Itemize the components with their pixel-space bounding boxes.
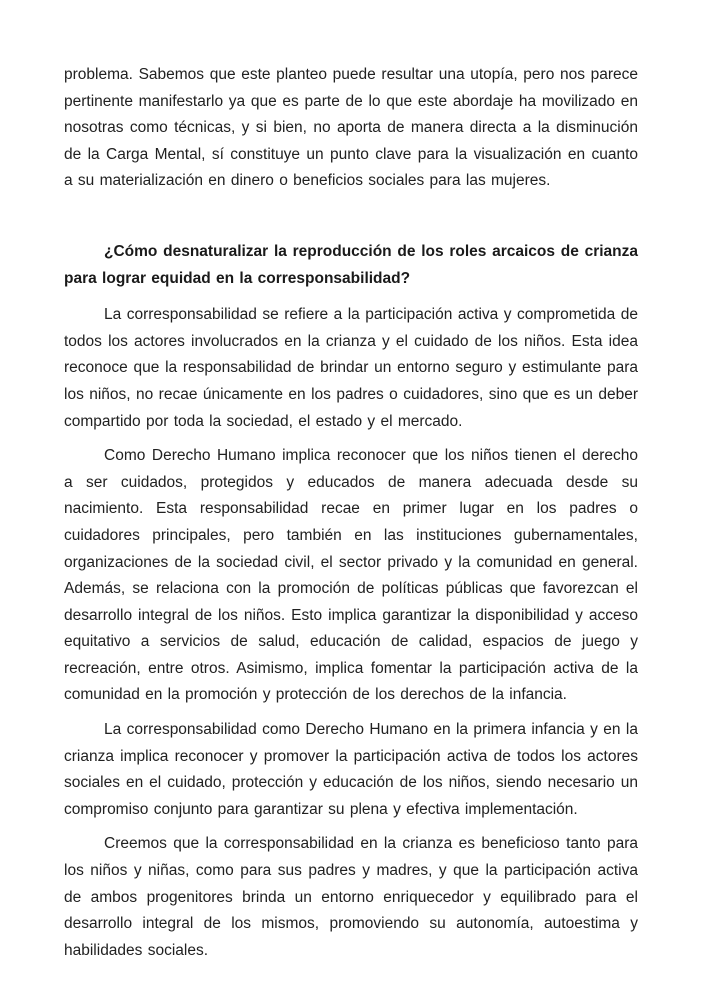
paragraph: La corresponsabilidad como Derecho Humano en la primera infancia y en la crianza implica reconocer y promover la participación activa de todos los actores sociales en el cuidado, protección y educación de los niños, siendo necesario un compromiso conjunto para garantizar su plena y efectiva implementación. (64, 721, 638, 818)
paragraph-continuation: problema. Sabemos que este planteo puede resultar una utopía, pero nos parece pertinente manifestarlo ya que es parte de lo que este abordaje ha movilizado en nosotras como técnicas, y si bien, no aporta de manera directa a la disminución de la Carga Mental, sí constituye un punto clave para la visualización en cuanto a su materialización en dinero o beneficios sociales para las mujeres. (64, 66, 638, 190)
paragraph: La corresponsabilidad se refiere a la participación activa y comprometida de todos los actores involucrados en la crianza y el cuidado de los niños. Esta idea reconoce que la responsabilidad de brindar un entorno seguro y estimulante para los niños, no recae únicamente en los padres o cuidadores, sino que es un deber compartido por toda la sociedad, el estado y el mercado. (64, 306, 638, 430)
section-heading: ¿Cómo desnaturalizar la reproducción de los roles arcaicos de crianza para lograr equidad en la corresponsabilidad? (64, 242, 638, 287)
paragraph: Creemos que la corresponsabilidad en la crianza es beneficioso tanto para los niños y niñas, como para sus padres y madres, y que la participación activa de ambos progenitores brinda un entorno enriquecedor y equilibrado para el desarrollo integral de los mismos, promoviendo su autonomía, autoestima y habilidades sociales. (64, 835, 638, 959)
paragraph: Como Derecho Humano implica reconocer que los niños tienen el derecho a ser cuidados, protegidos y educados de manera adecuada desde su nacimiento. Esta responsabilidad recae en primer lugar en los padres o cuidadores principales, pero también en las instituciones gubernamentales, organizaciones de la sociedad civil, el sector privado y la comunidad en general. Además, se relaciona con la promoción de políticas públicas que favorezcan el desarrollo integral de los niños. Esto implica garantizar la disponibilidad y acceso equitativo a servicios de salud, educación de calidad, espacios de juego y recreación, entre otros. Asimismo, implica fomentar la participación activa de la comunidad en la promoción y protección de los derechos de la infancia. (64, 447, 638, 704)
